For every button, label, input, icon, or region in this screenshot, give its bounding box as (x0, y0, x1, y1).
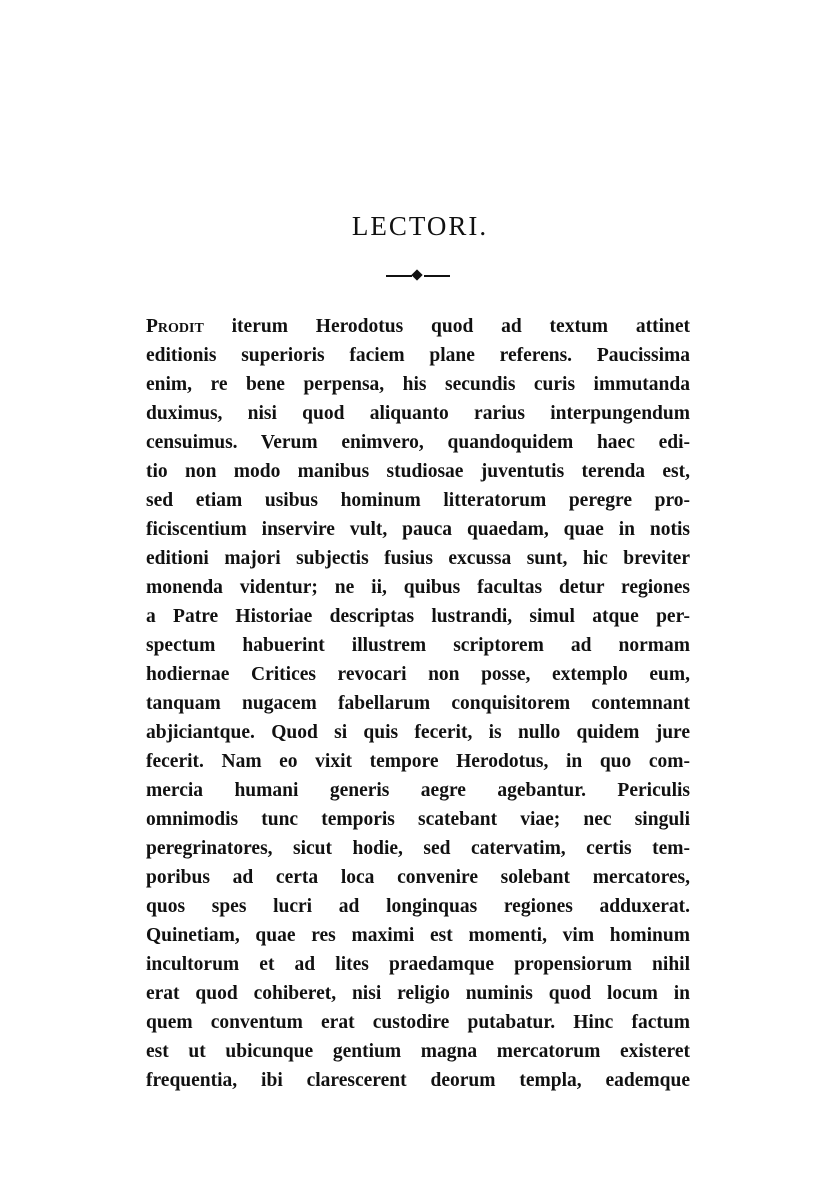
text-line: tio non modo manibus studiosae juventutis terenda est, (146, 461, 690, 482)
text-line: censuimus. Verum enimvero, quandoquidem haec edi- (146, 432, 690, 453)
text-line: quos spes lucri ad longinquas regiones adduxerat. (146, 896, 690, 917)
text-line: hodiernae Critices revocari non posse, extemplo eum, (146, 664, 690, 685)
text-line: editionis superioris faciem plane referens. Paucissima (146, 345, 690, 366)
text-line: erat quod cohiberet, nisi religio numinis quod locum in (146, 983, 690, 1004)
text-line: a Patre Historiae descriptas lustrandi, simul atque per- (146, 606, 690, 627)
body-text (146, 312, 690, 1095)
text-line: enim, re bene perpensa, his secundis curis immutanda (146, 374, 690, 395)
text-line: sed etiam usibus hominum litteratorum peregre pro- (146, 490, 690, 511)
page-title: LECTORI. (351, 211, 489, 241)
text-line: spectum habuerint illustrem scriptorem ad normam (146, 635, 690, 656)
text-line: editioni majori subjectis fusius excussa sunt, hic breviter (146, 548, 690, 569)
text-line: monenda videntur; ne ii, quibus facultas detur regiones (146, 577, 690, 598)
first-word: Prodit (146, 316, 204, 337)
text-line: duximus, nisi quod aliquanto rarius interpungendum (146, 403, 690, 424)
text-line: mercia humani generis aegre agebantur. Periculis (146, 780, 690, 801)
text-line: abjiciantque. Quod si quis fecerit, is nullo quidem jure (146, 722, 690, 743)
ornament-rule-icon (386, 270, 450, 282)
text-line: fecerit. Nam eo vixit tempore Herodotus, in quo com- (146, 751, 690, 772)
text-line: est ut ubicunque gentium magna mercatorum existeret (146, 1041, 690, 1062)
text-line: tanquam nugacem fabellarum conquisitorem contemnant (146, 693, 690, 714)
text-line: quem conventum erat custodire putabatur. Hinc factum (146, 1012, 690, 1033)
text-line: frequentia, ibi clarescerent deorum templa, eademque (146, 1070, 690, 1091)
text-line: ficiscentium inservire vult, pauca quaedam, quae in notis (146, 519, 690, 540)
text-line: poribus ad certa loca convenire solebant mercatores, (146, 867, 690, 888)
text-line: incultorum et ad lites praedamque propensiorum nihil (146, 954, 690, 975)
text-line: Quinetiam, quae res maximi est momenti, vim hominum (146, 925, 690, 946)
text-line: Prodit iterum Herodotus quod ad textum attinet (146, 316, 690, 337)
text-line: peregrinatores, sicut hodie, sed catervatim, certis tem- (146, 838, 690, 859)
text-line: omnimodis tunc temporis scatebant viae; nec singuli (146, 809, 690, 830)
